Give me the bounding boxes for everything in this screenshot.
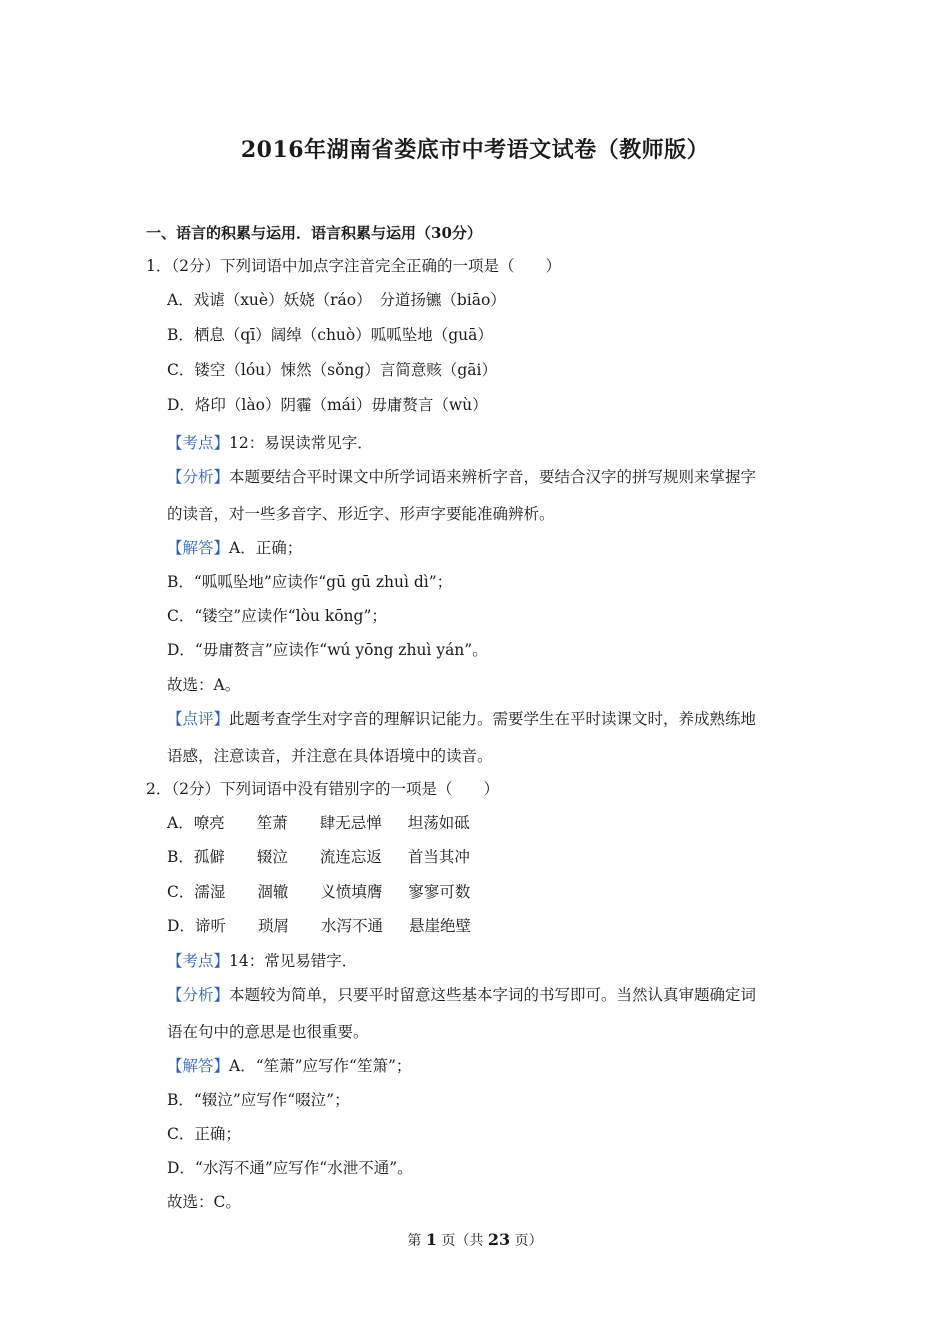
q1-option-b: B．栖息（qī）阔绰（chuò）呱呱坠地（guā） [167, 326, 493, 344]
option-label: C． [167, 883, 195, 901]
dianping-tag: 【点评】 [167, 710, 230, 728]
dianping-text: 此题考查学生对字音的理解识记能力。需要学生在平时读课文时，养成熟练地 [229, 710, 757, 728]
footer-prefix: 第 [407, 1233, 422, 1249]
kaodian-text: 12：易误读常见字． [229, 434, 373, 452]
jieda-tag: 【解答】 [167, 1057, 230, 1075]
q1-stem: 1．（2分）下列词语中加点字注音完全正确的一项是（ ） [146, 257, 561, 275]
footer-middle: 页（共 [441, 1233, 484, 1249]
q2-option-b [167, 847, 470, 867]
q2-jieda-c: C．正确； [167, 1125, 241, 1143]
option-word: 义愤填膺 [320, 883, 383, 901]
option-label: D． [167, 917, 195, 935]
option-word: 辍泣 [256, 848, 288, 866]
fenxi-tag: 【分析】 [167, 986, 230, 1004]
option-word: 孤僻 [193, 848, 225, 866]
option-word: 涸辙 [257, 883, 289, 901]
option-word: 肆无忌惮 [319, 814, 382, 832]
q1-dianping [167, 709, 756, 729]
option-word: 首当其冲 [407, 848, 470, 866]
q1-dianping-cont: 语感，注意读音，并注意在具体语境中的读音。 [167, 747, 493, 765]
jieda-tag: 【解答】 [167, 539, 230, 557]
kaodian-tag: 【考点】 [167, 952, 230, 970]
q2-answer: 故选：C。 [167, 1193, 241, 1211]
option-label: A． [167, 814, 194, 832]
q2-jieda [167, 1056, 411, 1076]
q1-jieda [167, 538, 302, 558]
kaodian-text: 14：常见易错字． [229, 952, 358, 970]
q2-jieda-b: B．“辍泣”应写作“啜泣”； [167, 1091, 350, 1109]
footer-total-pages: 23 [487, 1230, 511, 1249]
document-title: 2016年湖南省娄底市中考语文试卷（教师版） [240, 137, 710, 163]
kaodian-tag: 【考点】 [167, 434, 230, 452]
option-word: 濡湿 [194, 883, 226, 901]
fenxi-text: 本题要结合平时课文中所学词语来辨析字音，要结合汉字的拼写规则来掌握字 [229, 468, 757, 486]
q1-option-d: D．烙印（lào）阴霾（mái）毋庸赘言（wù） [167, 396, 488, 414]
section-heading: 一、语言的积累与运用．语言积累与运用（30分） [146, 224, 482, 242]
q2-fenxi [167, 985, 756, 1005]
q1-jieda-d: D．“毋庸赘言”应读作“wú yōng zhuì yán”。 [167, 641, 488, 659]
q1-fenxi-cont: 的读音，对一些多音字、形近字、形声字要能准确辨析。 [167, 505, 555, 523]
q2-option-c [167, 882, 470, 902]
page-footer [0, 1230, 950, 1250]
fenxi-tag: 【分析】 [167, 468, 230, 486]
q1-option-c: C．镂空（lóu）悚然（sǒng）言简意赅（gāi） [167, 361, 497, 379]
q2-fenxi-cont: 语在句中的意思是也很重要。 [167, 1023, 369, 1041]
option-word: 悬崖绝壁 [408, 917, 471, 935]
option-word: 水泻不通 [320, 917, 383, 935]
q1-jieda-c: C．“镂空”应读作“lòu kōng”； [167, 607, 387, 625]
q2-option-a [167, 813, 470, 833]
q2-option-d [167, 916, 471, 936]
footer-suffix: 页） [514, 1233, 543, 1249]
option-word: 流连忘返 [319, 848, 382, 866]
q1-jieda-b: B．“呱呱坠地”应读作“gū gū zhuì dì”； [167, 573, 453, 591]
q1-fenxi [167, 467, 756, 487]
q1-option-a: A．戏谑（xuè）妖娆（ráo） 分道扬镳（biāo） [167, 291, 506, 309]
q2-stem: 2．（2分）下列词语中没有错别字的一项是（ ） [146, 780, 499, 798]
q1-kaodian [167, 433, 373, 453]
fenxi-text: 本题较为简单，只要平时留意这些基本字词的书写即可。当然认真审题确定词 [229, 986, 757, 1004]
jieda-text: A．正确； [229, 539, 303, 557]
option-word: 谛听 [194, 917, 226, 935]
q2-jieda-d: D．“水泻不通”应写作“水泄不通”。 [167, 1159, 413, 1177]
q2-kaodian [167, 951, 357, 971]
option-word: 笙萧 [256, 814, 288, 832]
option-word: 嘹亮 [193, 814, 225, 832]
q1-answer: 故选：A。 [167, 676, 241, 694]
jieda-text: A．“笙萧”应写作“笙箫”； [229, 1057, 412, 1075]
footer-page-number: 1 [425, 1230, 437, 1249]
option-word: 寥寥可数 [408, 883, 471, 901]
option-label: B． [167, 848, 194, 866]
option-word: 琐屑 [257, 917, 289, 935]
option-word: 坦荡如砥 [407, 814, 470, 832]
